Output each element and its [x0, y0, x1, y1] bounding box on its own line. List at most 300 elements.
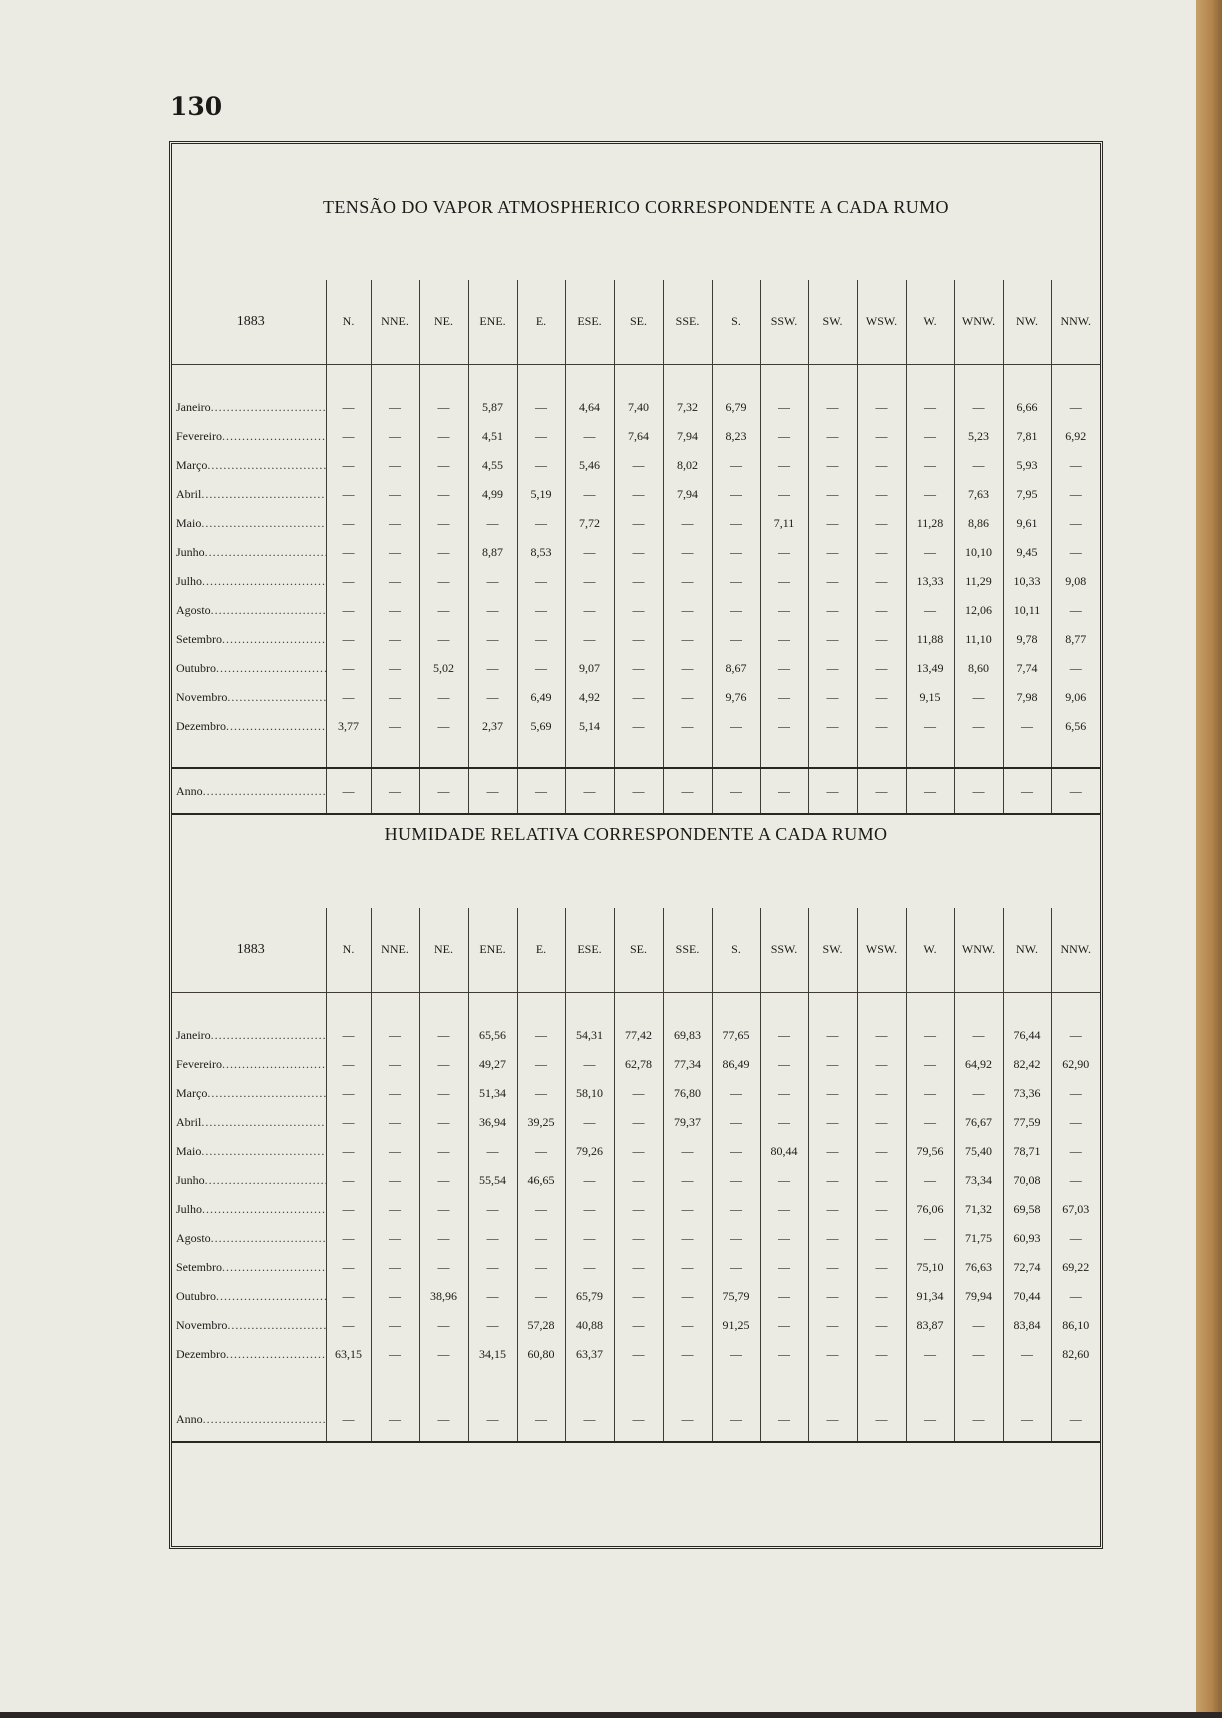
value-cell: 9,15 [906, 683, 954, 712]
month-cell [172, 480, 326, 509]
value-cell: — [326, 1253, 371, 1282]
value-cell: 10,33 [1003, 567, 1051, 596]
value-cell: — [1051, 538, 1100, 567]
value-cell: — [857, 1224, 906, 1253]
value-cell: — [614, 712, 663, 741]
value-cell: 7,95 [1003, 480, 1051, 509]
value-cell: — [614, 654, 663, 683]
month-cell [172, 567, 326, 596]
value-cell: — [760, 1311, 808, 1340]
value-cell: — [517, 393, 565, 422]
table-row [172, 1253, 1100, 1282]
dot-leader [202, 574, 325, 589]
value-cell: — [614, 596, 663, 625]
table-row [172, 1340, 1100, 1369]
value-cell: — [760, 683, 808, 712]
value-cell: — [808, 1195, 857, 1224]
month-cell [172, 625, 326, 654]
value-cell: — [517, 1137, 565, 1166]
value-cell: 6,49 [517, 683, 565, 712]
value-cell: — [808, 1398, 857, 1442]
dot-leader [227, 690, 325, 705]
table-row [172, 1311, 1100, 1340]
value-cell: — [760, 1224, 808, 1253]
direction-header: ESE. [565, 908, 614, 992]
value-cell: 4,92 [565, 683, 614, 712]
value-cell: — [1003, 770, 1051, 814]
dot-leader [211, 400, 326, 415]
value-cell: — [419, 596, 468, 625]
value-cell: — [760, 422, 808, 451]
value-cell: 13,33 [906, 567, 954, 596]
value-cell: 4,51 [468, 422, 517, 451]
value-cell: 12,06 [954, 596, 1003, 625]
table-row [172, 683, 1100, 712]
value-cell: 5,93 [1003, 451, 1051, 480]
value-cell: — [468, 509, 517, 538]
table-row [172, 654, 1100, 683]
value-cell: 40,88 [565, 1311, 614, 1340]
month-label: Novembro [176, 1318, 228, 1332]
month-label: Junho [176, 545, 205, 559]
value-cell: — [808, 1282, 857, 1311]
value-cell: — [760, 393, 808, 422]
value-cell: — [326, 654, 371, 683]
table-row [172, 1224, 1100, 1253]
value-cell: — [371, 683, 419, 712]
value-cell: — [614, 1166, 663, 1195]
value-cell: — [906, 393, 954, 422]
value-cell: 83,87 [906, 1311, 954, 1340]
dot-leader [203, 784, 326, 799]
value-cell: — [614, 1398, 663, 1442]
value-cell: 75,79 [712, 1282, 760, 1311]
value-cell: — [808, 567, 857, 596]
direction-header: NE. [419, 280, 468, 364]
value-cell: — [760, 770, 808, 814]
dot-leader [227, 1318, 325, 1333]
value-cell: — [857, 1195, 906, 1224]
value-cell: 11,88 [906, 625, 954, 654]
value-cell: 5,19 [517, 480, 565, 509]
value-cell: 8,86 [954, 509, 1003, 538]
month-cell [172, 509, 326, 538]
month-label: Julho [176, 574, 203, 588]
value-cell: — [419, 1079, 468, 1108]
dot-leader [211, 1231, 326, 1246]
value-cell: 91,34 [906, 1282, 954, 1311]
value-cell: — [857, 712, 906, 741]
value-cell: 67,03 [1051, 1195, 1100, 1224]
value-cell: — [808, 654, 857, 683]
value-cell: — [1051, 770, 1100, 814]
value-cell: — [419, 683, 468, 712]
value-cell: 78,71 [1003, 1137, 1051, 1166]
value-cell: — [468, 1195, 517, 1224]
value-cell: — [371, 509, 419, 538]
value-cell: 73,36 [1003, 1079, 1051, 1108]
month-cell [172, 1224, 326, 1253]
month-label: Agosto [176, 603, 211, 617]
value-cell: 55,54 [468, 1166, 517, 1195]
value-cell: — [419, 538, 468, 567]
value-cell: — [565, 1253, 614, 1282]
dot-leader [203, 1412, 326, 1427]
value-cell: — [565, 422, 614, 451]
value-cell: — [663, 1195, 712, 1224]
dot-leader [216, 661, 326, 676]
value-cell: 13,49 [906, 654, 954, 683]
value-cell: 7,94 [663, 480, 712, 509]
month-cell [172, 538, 326, 567]
value-cell: — [371, 1195, 419, 1224]
value-cell: 7,98 [1003, 683, 1051, 712]
value-cell: — [371, 625, 419, 654]
direction-header: NNE. [371, 280, 419, 364]
table-row [172, 1050, 1100, 1079]
value-cell: — [517, 1050, 565, 1079]
month-cell [172, 596, 326, 625]
value-cell: — [712, 1108, 760, 1137]
month-label: Abril [176, 1115, 202, 1129]
value-cell: — [760, 538, 808, 567]
value-cell: — [712, 1253, 760, 1282]
value-cell: — [326, 1195, 371, 1224]
value-cell: — [857, 683, 906, 712]
dot-leader [226, 719, 326, 734]
value-cell: — [857, 1398, 906, 1442]
month-label: Julho [176, 1202, 203, 1216]
direction-header: NW. [1003, 908, 1051, 992]
direction-header: SE. [614, 280, 663, 364]
value-cell: 54,31 [565, 1021, 614, 1050]
vapor-tension-title: TENSÃO DO VAPOR ATMOSPHERICO CORRESPONDENTE A CADA RUMO [323, 197, 949, 217]
value-cell: 62,90 [1051, 1050, 1100, 1079]
month-label: Maio [176, 1144, 202, 1158]
value-cell: — [1051, 509, 1100, 538]
value-cell: — [468, 654, 517, 683]
dot-leader [222, 1260, 326, 1275]
value-cell: — [468, 770, 517, 814]
value-cell: — [468, 1398, 517, 1442]
value-cell: 82,42 [1003, 1050, 1051, 1079]
value-cell: — [614, 1253, 663, 1282]
value-cell: 6,56 [1051, 712, 1100, 741]
month-label: Dezembro [176, 719, 226, 733]
value-cell: — [565, 567, 614, 596]
value-cell: 6,79 [712, 393, 760, 422]
value-cell: — [906, 1079, 954, 1108]
value-cell: 58,10 [565, 1079, 614, 1108]
value-cell: 8,60 [954, 654, 1003, 683]
value-cell: — [371, 538, 419, 567]
table-row [172, 712, 1100, 741]
direction-header: E. [517, 908, 565, 992]
direction-header: WSW. [857, 280, 906, 364]
value-cell: 10,11 [1003, 596, 1051, 625]
value-cell: — [760, 451, 808, 480]
value-cell: — [614, 1340, 663, 1369]
value-cell: — [663, 596, 712, 625]
value-cell: 86,10 [1051, 1311, 1100, 1340]
dot-leader [201, 1144, 325, 1159]
value-cell: — [614, 625, 663, 654]
value-cell: — [419, 1195, 468, 1224]
value-cell: — [517, 596, 565, 625]
value-cell: 38,96 [419, 1282, 468, 1311]
value-cell: — [517, 451, 565, 480]
value-cell: — [760, 1079, 808, 1108]
value-cell: — [712, 596, 760, 625]
value-cell: — [614, 1195, 663, 1224]
value-cell: — [760, 712, 808, 741]
value-cell: 65,79 [565, 1282, 614, 1311]
value-cell: — [468, 1224, 517, 1253]
value-cell: 7,11 [760, 509, 808, 538]
dot-leader [207, 458, 325, 473]
value-cell: — [712, 451, 760, 480]
value-cell: 69,58 [1003, 1195, 1051, 1224]
value-cell: — [857, 1253, 906, 1282]
value-cell: — [517, 1195, 565, 1224]
value-cell: — [371, 1166, 419, 1195]
direction-header: W. [906, 280, 954, 364]
value-cell: — [565, 770, 614, 814]
table-row [172, 1282, 1100, 1311]
value-cell: — [906, 596, 954, 625]
value-cell: — [906, 1021, 954, 1050]
value-cell: — [371, 451, 419, 480]
dot-leader [201, 516, 325, 531]
month-cell [172, 451, 326, 480]
value-cell: — [712, 509, 760, 538]
value-cell: 9,45 [1003, 538, 1051, 567]
value-cell: — [326, 770, 371, 814]
value-cell: — [663, 509, 712, 538]
dot-leader [205, 1173, 326, 1188]
value-cell: — [906, 1166, 954, 1195]
direction-header: SW. [808, 280, 857, 364]
value-cell: — [517, 770, 565, 814]
value-cell: 9,61 [1003, 509, 1051, 538]
value-cell: — [857, 451, 906, 480]
value-cell: — [371, 1137, 419, 1166]
month-cell [172, 770, 326, 814]
value-cell: 76,80 [663, 1079, 712, 1108]
value-cell: — [663, 1224, 712, 1253]
value-cell: 69,22 [1051, 1253, 1100, 1282]
value-cell: — [663, 1311, 712, 1340]
value-cell: — [712, 712, 760, 741]
value-cell: — [857, 1050, 906, 1079]
value-cell: — [517, 1224, 565, 1253]
value-cell: — [906, 1224, 954, 1253]
value-cell: — [712, 480, 760, 509]
value-cell: — [663, 1340, 712, 1369]
value-cell: — [326, 480, 371, 509]
value-cell: — [468, 625, 517, 654]
value-cell: — [614, 567, 663, 596]
month-cell [172, 1079, 326, 1108]
value-cell: — [565, 596, 614, 625]
value-cell: — [326, 1079, 371, 1108]
month-label: Novembro [176, 690, 228, 704]
value-cell: 4,55 [468, 451, 517, 480]
value-cell: 76,06 [906, 1195, 954, 1224]
value-cell: — [808, 422, 857, 451]
value-cell: — [1051, 1224, 1100, 1253]
value-cell: — [565, 1195, 614, 1224]
value-cell: 8,23 [712, 422, 760, 451]
direction-header: N. [326, 908, 371, 992]
value-cell: — [326, 683, 371, 712]
value-cell: — [419, 1166, 468, 1195]
value-cell: 4,64 [565, 393, 614, 422]
value-cell: — [1003, 712, 1051, 741]
value-cell: 80,44 [760, 1137, 808, 1166]
table-row [172, 480, 1100, 509]
value-cell: 5,87 [468, 393, 517, 422]
value-cell: — [760, 654, 808, 683]
direction-header: NNE. [371, 908, 419, 992]
value-cell: — [371, 1108, 419, 1137]
value-cell: — [371, 1340, 419, 1369]
value-cell: — [1003, 1340, 1051, 1369]
value-cell: — [1051, 1021, 1100, 1050]
value-cell: — [906, 1108, 954, 1137]
table-row [172, 422, 1100, 451]
month-cell [172, 1253, 326, 1282]
value-cell: — [1051, 1108, 1100, 1137]
direction-header: WNW. [954, 908, 1003, 992]
value-cell: — [712, 1340, 760, 1369]
value-cell: 91,25 [712, 1311, 760, 1340]
value-cell: 76,63 [954, 1253, 1003, 1282]
table-row [172, 596, 1100, 625]
value-cell: — [468, 567, 517, 596]
value-cell: — [1051, 1137, 1100, 1166]
month-label: Setembro [176, 632, 222, 646]
value-cell: — [663, 654, 712, 683]
value-cell: 7,32 [663, 393, 712, 422]
value-cell: 8,87 [468, 538, 517, 567]
value-cell: — [326, 1282, 371, 1311]
value-cell: — [760, 567, 808, 596]
value-cell: — [468, 683, 517, 712]
value-cell: — [857, 1282, 906, 1311]
value-cell: 5,14 [565, 712, 614, 741]
value-cell: — [712, 1137, 760, 1166]
table-row [172, 625, 1100, 654]
value-cell: — [663, 567, 712, 596]
value-cell: — [663, 625, 712, 654]
value-cell: — [808, 1224, 857, 1253]
month-label: Fevereiro [176, 1057, 222, 1071]
value-cell: — [614, 538, 663, 567]
value-cell: — [419, 1050, 468, 1079]
value-cell: — [712, 538, 760, 567]
direction-header: S. [712, 908, 760, 992]
month-label: Dezembro [176, 1347, 226, 1361]
value-cell: 72,74 [1003, 1253, 1051, 1282]
value-cell: — [371, 567, 419, 596]
value-cell: — [954, 1021, 1003, 1050]
value-cell: — [663, 1253, 712, 1282]
direction-header: SSE. [663, 280, 712, 364]
value-cell: — [712, 770, 760, 814]
value-cell: — [663, 712, 712, 741]
value-cell: — [517, 1282, 565, 1311]
month-label: Fevereiro [176, 429, 222, 443]
month-cell [172, 1311, 326, 1340]
value-cell: — [419, 422, 468, 451]
value-cell: — [857, 538, 906, 567]
value-cell: — [1051, 451, 1100, 480]
value-cell: — [857, 1108, 906, 1137]
value-cell: — [517, 654, 565, 683]
value-cell: — [326, 451, 371, 480]
value-cell: — [419, 480, 468, 509]
value-cell: — [565, 480, 614, 509]
value-cell: — [712, 567, 760, 596]
value-cell: — [371, 1253, 419, 1282]
value-cell: — [468, 596, 517, 625]
value-cell: 9,78 [1003, 625, 1051, 654]
value-cell: — [371, 770, 419, 814]
value-cell: — [857, 596, 906, 625]
value-cell: — [808, 480, 857, 509]
value-cell: — [419, 451, 468, 480]
table-row [172, 1166, 1100, 1195]
value-cell: — [565, 625, 614, 654]
value-cell: 65,56 [468, 1021, 517, 1050]
value-cell: — [565, 1108, 614, 1137]
dot-leader [216, 1289, 326, 1304]
dot-leader [226, 1347, 326, 1362]
value-cell: 86,49 [712, 1050, 760, 1079]
value-cell: — [419, 1137, 468, 1166]
value-cell: — [419, 393, 468, 422]
direction-header: E. [517, 280, 565, 364]
value-cell: — [857, 567, 906, 596]
month-label: Outubro [176, 661, 216, 675]
value-cell: 75,10 [906, 1253, 954, 1282]
value-cell: — [760, 1282, 808, 1311]
value-cell: — [1051, 1166, 1100, 1195]
value-cell: — [419, 625, 468, 654]
month-label: Junho [176, 1173, 205, 1187]
value-cell: — [954, 1079, 1003, 1108]
value-cell: — [808, 393, 857, 422]
value-cell: 7,40 [614, 393, 663, 422]
vapor-tension-table [172, 280, 1100, 815]
value-cell: 73,34 [954, 1166, 1003, 1195]
value-cell: — [614, 480, 663, 509]
value-cell: 9,06 [1051, 683, 1100, 712]
value-cell: — [419, 509, 468, 538]
value-cell: — [326, 509, 371, 538]
direction-header: WNW. [954, 280, 1003, 364]
direction-header: S. [712, 280, 760, 364]
value-cell: — [1051, 1079, 1100, 1108]
value-cell: — [419, 1340, 468, 1369]
page-edge [1196, 0, 1222, 1712]
direction-header: SSE. [663, 908, 712, 992]
value-cell: — [326, 625, 371, 654]
value-cell: — [760, 1195, 808, 1224]
month-label: Outubro [176, 1289, 216, 1303]
month-cell [172, 712, 326, 741]
